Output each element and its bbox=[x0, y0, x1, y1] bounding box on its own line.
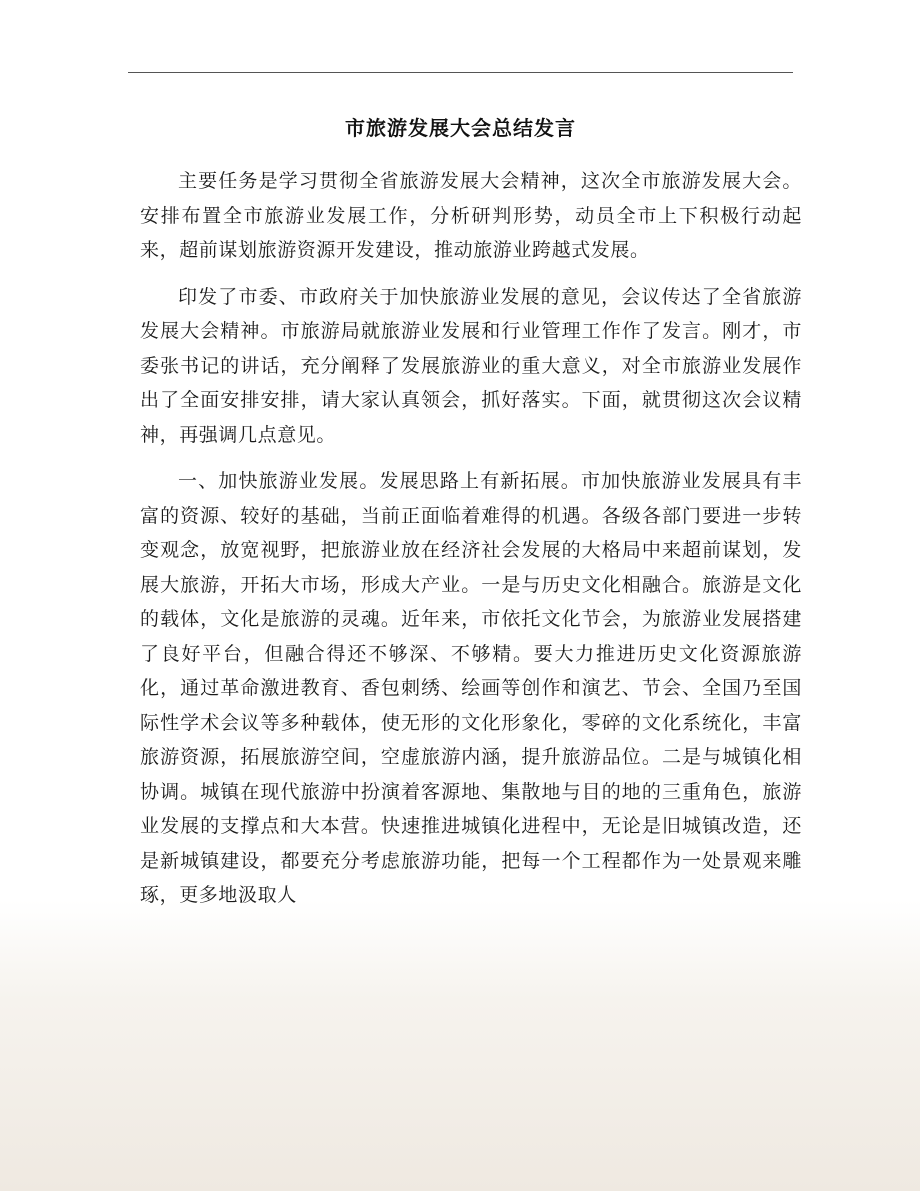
header-rule bbox=[128, 72, 793, 73]
paragraph-2: 印发了市委、市政府关于加快旅游业发展的意见，会议传达了全省旅游发展大会精神。市旅游局就旅游业发展和行业管理工作作了发言。刚才，市委张书记的讲话，充分阐释了发展旅游业的重大意义，对全市旅游业发展作出了全面安排安排，请大家认真领会，抓好落实。下面，就贯彻这次会议精神，再强调几点意见。 bbox=[140, 285, 802, 446]
document-title: 市旅游发展大会总结发言 bbox=[345, 116, 576, 140]
paragraph-3: 一、加快旅游业发展。发展思路上有新拓展。市加快旅游业发展具有丰富的资源、较好的基础，当前正面临着难得的机遇。各级各部门要进一步转变观念，放宽视野，把旅游业放在经济社会发展的大格局中来超前谋划，发展大旅游，开拓大市场，形成大产业。一是与历史文化相融合。旅游是文化的载体，文化是旅游的灵魂。近年来，市依托文化节会，为旅游业发展搭建了良好平台，但融合得还不够深、不够精。要大力推进历史文化资源旅游化，通过革命激进教育、香包刺绣、绘画等创作和演艺、节会、全国乃至国际性学术会议等多种载体，使无形的文化形象化，零碎的文化系统化，丰富旅游资源，拓展旅游空间，空虚旅游内涵，提升旅游品位。二是与城镇化相协调。城镇在现代旅游中扮演着客源地、集散地与目的地的三重角色，旅游业发展的支撑点和大本营。快速推进城镇化进程中，无论是旧城镇改造，还是新城镇建设，都要充分考虑旅游功能，把每一个工程都作为一处景观来雕琢，更多地汲取人 bbox=[140, 470, 802, 906]
paragraph-1: 主要任务是学习贯彻全省旅游发展大会精神，这次全市旅游发展大会。安排布置全市旅游业发展工作，分析研判形势，动员全市上下积极行动起来，超前谋划旅游资源开发建设，推动旅游业跨越式发展。 bbox=[140, 170, 802, 261]
document-body bbox=[140, 164, 802, 925]
